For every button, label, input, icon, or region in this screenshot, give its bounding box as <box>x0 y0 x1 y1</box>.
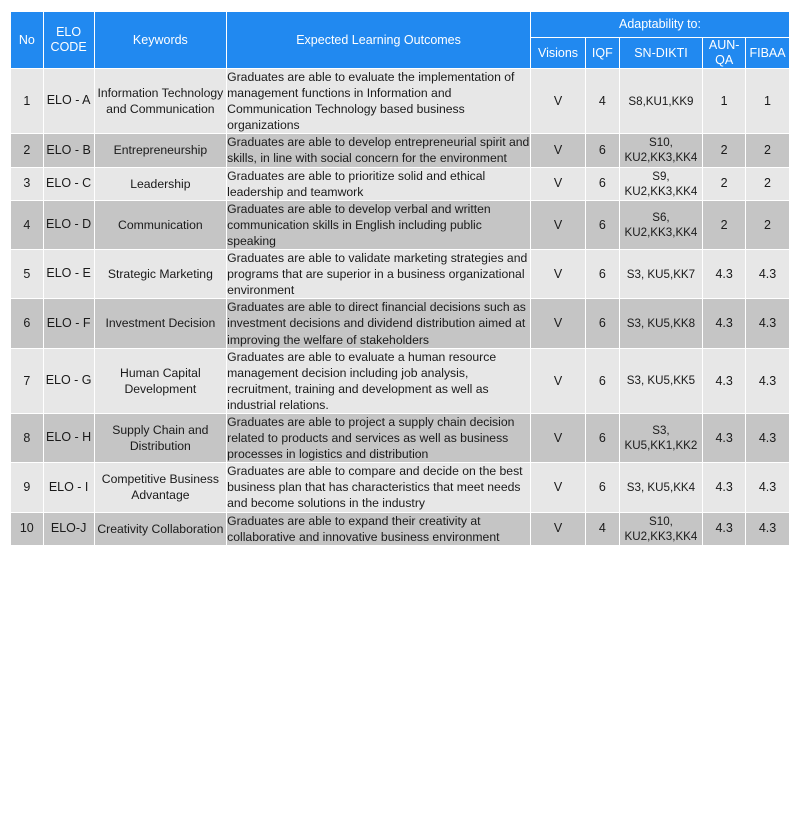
cell-iqf: 6 <box>586 134 620 167</box>
table-row <box>11 299 790 348</box>
cell-expected-learning-outcome: Graduates are able to develop entrepreneurial spirit and skills, in line with social concern for the environment <box>227 135 530 166</box>
cell-no: 8 <box>11 413 44 462</box>
cell-aun-qa: 2 <box>703 200 746 249</box>
cell-elo-code: ELO - A <box>43 69 94 134</box>
cell-sn-dikti: S10, KU2,KK3,KK4 <box>619 134 703 167</box>
cell-sn-dikti: S3, KU5,KK5 <box>619 348 703 413</box>
cell-elo-code: ELO - C <box>43 167 94 200</box>
table-row <box>11 512 790 545</box>
header-iqf: IQF <box>586 38 620 69</box>
cell-iqf: 4 <box>586 512 620 545</box>
table-row <box>11 413 790 462</box>
header-fibaa: FIBAA <box>746 38 790 69</box>
cell-expected-learning-outcome: Graduates are able to project a supply chain decision related to products and services as well as business processes in logistics and distribution <box>227 413 531 462</box>
cell-elo-code: ELO - G <box>43 348 94 413</box>
cell-visions: V <box>530 299 585 348</box>
cell-aun-qa: 4.3 <box>703 299 746 348</box>
cell-fibaa: 4.3 <box>746 299 790 348</box>
cell-no: 6 <box>11 299 44 348</box>
header-adaptability-group: Adaptability to: <box>530 12 789 38</box>
table-row <box>11 167 790 200</box>
cell-no: 2 <box>11 134 44 167</box>
cell-fibaa: 1 <box>746 69 790 134</box>
cell-no: 7 <box>11 348 44 413</box>
cell-keywords: Communication <box>94 200 227 249</box>
cell-elo-code: ELO-J <box>43 512 94 545</box>
cell-no: 1 <box>11 69 44 134</box>
table-row <box>11 134 790 167</box>
table-row <box>11 250 790 299</box>
cell-iqf: 6 <box>586 463 620 512</box>
cell-sn-dikti: S3, KU5,KK8 <box>619 299 703 348</box>
cell-elo-code: ELO - D <box>43 200 94 249</box>
cell-visions: V <box>530 200 585 249</box>
cell-keywords: Information Technology and Communication <box>94 69 227 134</box>
cell-iqf: 6 <box>586 167 620 200</box>
cell-iqf: 6 <box>586 413 620 462</box>
cell-sn-dikti: S9, KU2,KK3,KK4 <box>619 167 703 200</box>
cell-fibaa: 2 <box>746 134 790 167</box>
cell-iqf: 6 <box>586 299 620 348</box>
cell-visions: V <box>530 348 585 413</box>
table-row <box>11 463 790 512</box>
cell-sn-dikti: S6, KU2,KK3,KK4 <box>619 200 703 249</box>
cell-expected-learning-outcome: Graduates are able to validate marketing strategies and programs that are superior in a business organizational environment <box>227 250 531 299</box>
cell-visions: V <box>530 413 585 462</box>
cell-elo-code: ELO - H <box>43 413 94 462</box>
header-no: No <box>11 12 44 69</box>
cell-expected-learning-outcome: Graduates are able to prioritize solid and ethical leadership and teamwork <box>227 167 531 200</box>
header-elo-code-line2: CODE <box>50 40 87 54</box>
cell-elo-code: ELO - B <box>43 134 94 167</box>
cell-aun-qa: 1 <box>703 69 746 134</box>
cell-elo-code: ELO - E <box>43 250 94 299</box>
cell-aun-qa: 4.3 <box>703 250 746 299</box>
cell-fibaa: 4.3 <box>746 413 790 462</box>
cell-visions: V <box>530 463 585 512</box>
header-expected-learning-outcomes: Expected Learning Outcomes <box>227 12 531 69</box>
header-aun-qa-line1: AUN- <box>708 38 740 52</box>
cell-sn-dikti: S8,KU1,KK9 <box>619 69 703 134</box>
cell-sn-dikti: S3, KU5,KK1,KK2 <box>619 413 703 462</box>
cell-aun-qa: 2 <box>703 167 746 200</box>
cell-fibaa: 4.3 <box>746 463 790 512</box>
cell-aun-qa: 2 <box>703 134 746 167</box>
cell-iqf: 4 <box>586 69 620 134</box>
header-keywords: Keywords <box>94 12 227 69</box>
cell-aun-qa: 4.3 <box>703 512 746 545</box>
cell-no: 9 <box>11 463 44 512</box>
header-visions: Visions <box>530 38 585 69</box>
elo-outcomes-table <box>10 11 790 546</box>
table-body <box>11 69 790 546</box>
header-aun-qa <box>703 38 746 69</box>
cell-keywords: Creativity Collaboration <box>94 512 227 545</box>
cell-visions: V <box>530 512 585 545</box>
header-sn-dikti: SN-DIKTI <box>619 38 703 69</box>
cell-expected-learning-outcome: Graduates are able to expand their creativity at collaborative and innovative business environment <box>227 512 531 545</box>
cell-iqf: 6 <box>586 200 620 249</box>
cell-expected-learning-outcome: Graduates are able to direct financial decisions such as investment decisions and dividend distribution aimed at improving the welfare of stakeholders <box>227 299 531 348</box>
cell-elo-code: ELO - I <box>43 463 94 512</box>
cell-keywords: Entrepreneurship <box>94 134 227 167</box>
cell-aun-qa: 4.3 <box>703 348 746 413</box>
cell-iqf: 6 <box>586 250 620 299</box>
cell-keywords: Leadership <box>94 167 227 200</box>
cell-sn-dikti: S10, KU2,KK3,KK4 <box>619 512 703 545</box>
cell-no: 3 <box>11 167 44 200</box>
cell-visions: V <box>530 69 585 134</box>
cell-iqf: 6 <box>586 348 620 413</box>
table-header <box>11 12 790 69</box>
cell-fibaa: 2 <box>746 200 790 249</box>
cell-expected-learning-outcome: Graduates are able to develop verbal and written communication skills in English including public speaking <box>227 200 531 249</box>
cell-expected-learning-outcome: Graduates are able to evaluate the implementation of management functions in Information and Communication Technology based business organizations <box>227 69 531 134</box>
cell-fibaa: 4.3 <box>746 348 790 413</box>
cell-visions: V <box>530 250 585 299</box>
table-row <box>11 200 790 249</box>
table-row <box>11 69 790 134</box>
cell-keywords: Investment Decision <box>94 299 227 348</box>
cell-visions: V <box>530 167 585 200</box>
cell-keywords: Competitive Business Advantage <box>94 463 227 512</box>
cell-expected-learning-outcome: Graduates are able to evaluate a human resource management decision including job analysis, recruitment, training and development as well as industrial relations. <box>227 348 531 413</box>
cell-fibaa: 4.3 <box>746 512 790 545</box>
cell-keywords: Strategic Marketing <box>94 250 227 299</box>
cell-sn-dikti: S3, KU5,KK4 <box>619 463 703 512</box>
cell-keywords: Supply Chain and Distribution <box>94 413 227 462</box>
cell-expected-learning-outcome: Graduates are able to compare and decide on the best business plan that has characteristics that meet needs and become solutions in the industry <box>227 463 531 512</box>
cell-fibaa: 4.3 <box>746 250 790 299</box>
cell-keywords: Human Capital Development <box>94 348 227 413</box>
cell-fibaa: 2 <box>746 167 790 200</box>
cell-aun-qa: 4.3 <box>703 463 746 512</box>
header-row-top <box>11 12 790 38</box>
cell-visions: V <box>530 134 585 167</box>
cell-sn-dikti: S3, KU5,KK7 <box>619 250 703 299</box>
cell-no: 5 <box>11 250 44 299</box>
cell-elo-code: ELO - F <box>43 299 94 348</box>
table-row <box>11 348 790 413</box>
header-elo-code-line1: ELO <box>56 25 82 39</box>
header-elo-code <box>43 12 94 69</box>
cell-aun-qa: 4.3 <box>703 413 746 462</box>
cell-no: 4 <box>11 200 44 249</box>
header-aun-qa-line2: QA <box>715 53 734 67</box>
cell-no: 10 <box>11 512 44 545</box>
